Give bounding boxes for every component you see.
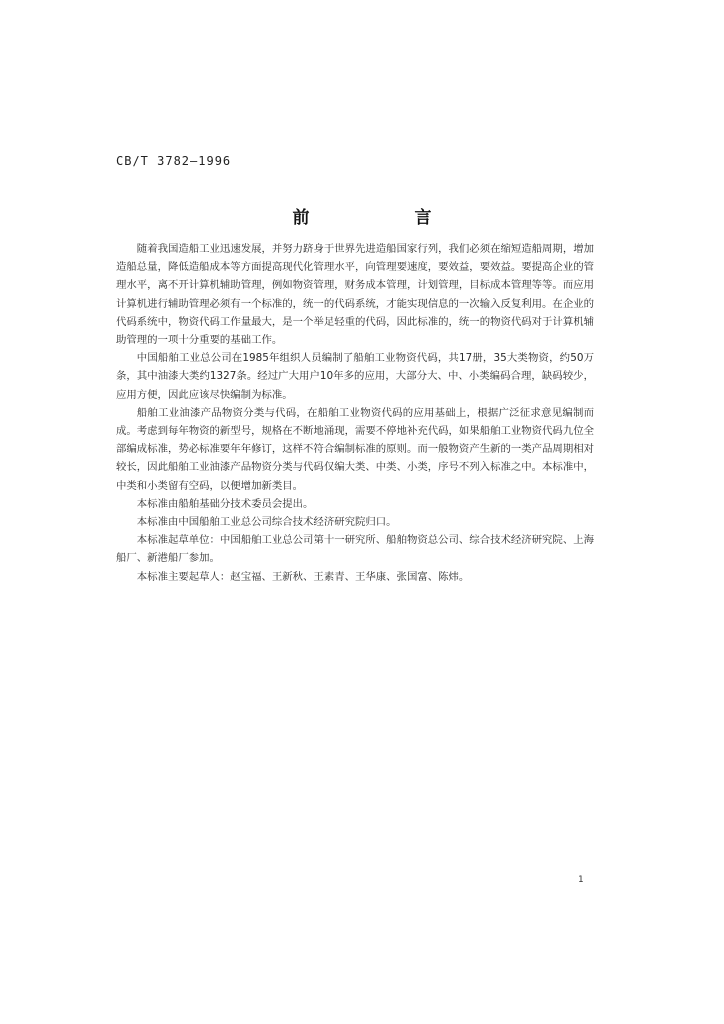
foreword-body (116, 240, 594, 586)
page-number: 1 (578, 875, 584, 885)
paragraph: 中国船舶工业总公司在1985年组织人员编制了船舶工业物资代码，共17册，35大类物资，约50万条，其中油漆大类约1327条。经过广大用户10年多的应用，大部分大、中、小类编码合理，缺码较少，应用方便，因此应该尽快编制为标准。 (116, 352, 594, 401)
paragraph: 船舶工业油漆产品物资分类与代码，在船舶工业物资代码的应用基础上，根据广泛征求意见编制而成。考虑到每年物资的新型号，规格在不断地涌现，需要不停地补充代码，如果船舶工业物资代码九位全部编成标准，势必标准要年年修订，这样不符合编制标准的原则。而一般物资产生新的一类产品周期相对较长，因此船舶工业油漆产品物资分类与代码仅编大类、中类、小类，序号不列入标准之中。本标准中，中类和小类留有空码，以便增加新类目。 (116, 406, 594, 492)
paragraph: 本标准由船舶基础分技术委员会提出。 (136, 497, 314, 510)
standard-code: CB/T 3782—1996 (116, 154, 232, 168)
paragraph: 本标准由中国船舶工业总公司综合技术经济研究院归口。 (136, 516, 397, 529)
paragraph: 随着我国造船工业迅速发展，并努力跻身于世界先进造船国家行列，我们必须在缩短造船周期，增加造船总量，降低造船成本等方面提高现代化管理水平，向管理要速度，要效益，要效益。要提高企业的管理水平，离不开计算机辅助管理，例如物资管理，财务成本管理，计划管理，目标成本管理等等。而应用计算机进行辅助管理必须有一个标准的，统一的代码系统，才能实现信息的一次输入反复利用。在企业的代码系统中，物资代码工作量最大，是一个举足轻重的代码，因此标准的，统一的物资代码对于计算机辅助管理的一项十分重要的基础工作。 (116, 243, 594, 347)
paragraph: 本标准主要起草人：赵宝福、王新秋、王素青、王华康、张国富、陈炜。 (136, 570, 470, 583)
page-title: 前 言 (292, 208, 476, 228)
paragraph: 本标准起草单位：中国船舶工业总公司第十一研究所、船舶物资总公司、综合技术经济研究院、上海船厂、新港船厂参加。 (116, 534, 594, 565)
